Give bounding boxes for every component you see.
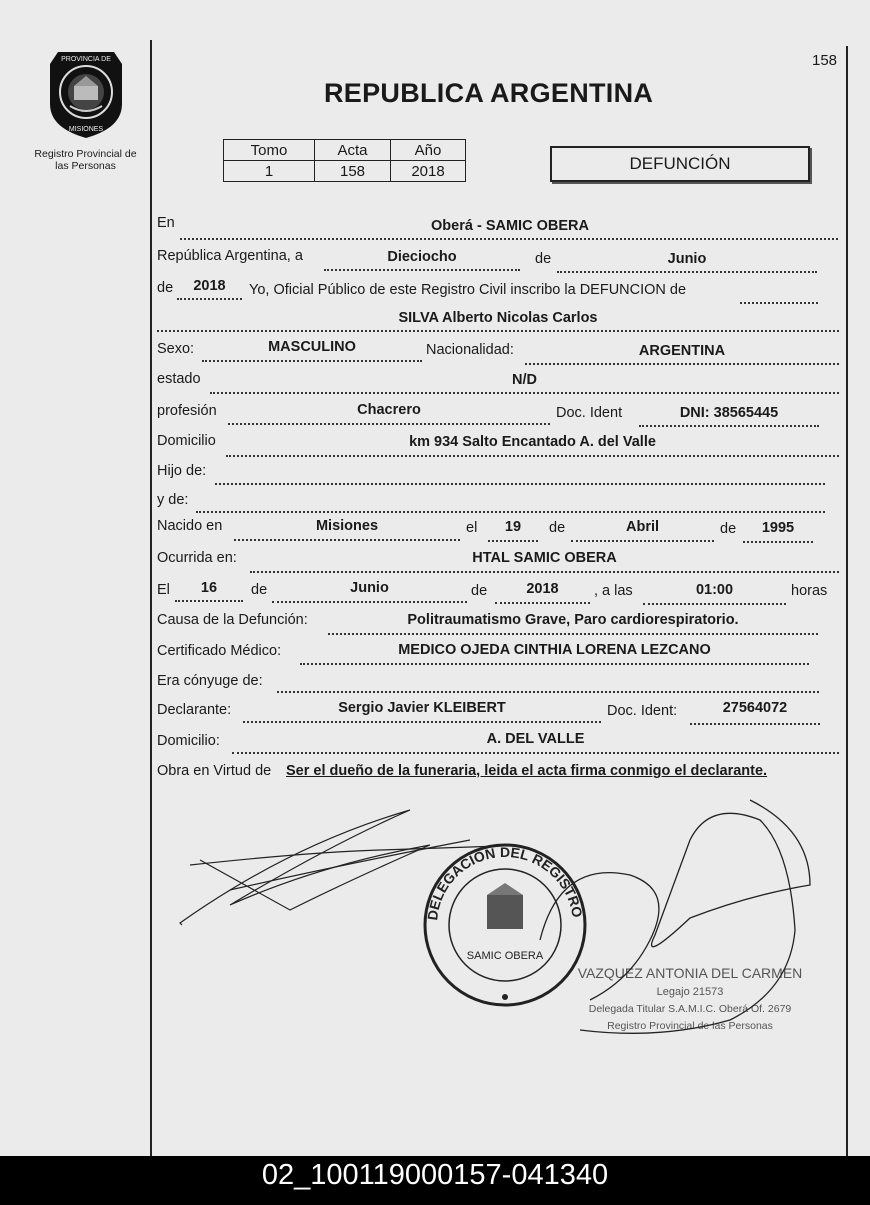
dotted-line [324, 269, 520, 271]
scan-code: 02_100119000157-041340 [0, 1156, 870, 1205]
label-de: de [549, 520, 566, 536]
dotted-line [180, 238, 838, 240]
dotted-line [157, 330, 839, 332]
svg-text:SAMIC OBERA: SAMIC OBERA [466, 950, 544, 962]
svg-text:DELEGACION DEL REGISTRO PROVIN: DELEGACION DEL REGISTRO [424, 843, 586, 922]
death-day-value: 16 [200, 580, 218, 596]
register-header-anio: Año [391, 140, 466, 161]
medical-certificate-value: MEDICO OJEDA CINTHIA LORENA LEZCANO [398, 642, 711, 658]
dotted-line [525, 363, 839, 365]
declarant-address-value: A. DEL VALLE [486, 731, 585, 747]
dotted-line [234, 539, 460, 541]
dotted-line [210, 392, 839, 394]
dotted-line [328, 633, 818, 635]
dotted-line [202, 360, 422, 362]
declarant-value: Sergio Javier KLEIBERT [338, 700, 506, 716]
death-time-value: 01:00 [695, 582, 734, 598]
dotted-line [639, 425, 819, 427]
label-ocurrida-en: Ocurrida en: [157, 550, 237, 566]
label-el: el [466, 520, 478, 536]
dotted-line [215, 483, 825, 485]
birthplace-value: Misiones [315, 518, 379, 534]
svg-text:VAZQUEZ ANTONIA DEL CARMEN: VAZQUEZ ANTONIA DEL CARMEN [577, 965, 803, 981]
dotted-line [571, 540, 714, 542]
svg-text:MISIONES: MISIONES [68, 126, 104, 133]
dotted-line [196, 511, 825, 513]
dotted-line [228, 423, 550, 425]
label-de: de [251, 582, 268, 598]
address-value: km 934 Salto Encantado A. del Valle [409, 434, 656, 450]
dotted-line [226, 455, 839, 457]
svg-text:Legajo 21573: Legajo 21573 [656, 986, 724, 998]
label-de: de [535, 251, 552, 267]
label-causa: Causa de la Defunción: [157, 612, 308, 628]
label-y-de: y de: [157, 492, 189, 508]
dotted-line [250, 571, 839, 573]
dotted-line [177, 298, 242, 300]
label-declarante: Declarante: [157, 702, 232, 718]
dotted-line [175, 600, 243, 602]
label-profesion: profesión [157, 403, 217, 419]
register-header-acta: Acta [315, 140, 391, 161]
birth-month-value: Abril [625, 519, 660, 535]
death-month-value: Junio [350, 580, 389, 596]
signature-stamp-area [170, 790, 820, 1050]
label-de: de [720, 521, 737, 537]
svg-text:Delegada Titular S.A.M.I.C. Ob: Delegada Titular S.A.M.I.C. Oberá Of. 2679 [588, 1003, 792, 1015]
province-seal-icon [44, 46, 128, 140]
dotted-line [243, 721, 601, 723]
dotted-line [740, 302, 818, 304]
label-de: de [471, 583, 488, 599]
dotted-line [643, 603, 786, 605]
document-type-box: DEFUNCIÓN [550, 146, 810, 182]
dni-value: DNI: 38565445 [679, 405, 779, 421]
cause-of-death-value: Politraumatismo Grave, Paro cardiorespiratorio. [407, 612, 739, 628]
dotted-line [690, 723, 820, 725]
deceased-name-value: SILVA Alberto Nicolas Carlos [398, 310, 598, 326]
dotted-line [277, 691, 819, 693]
official-stamp [424, 844, 586, 1005]
page-number: 158 [812, 52, 838, 69]
register-acta: 158 [315, 161, 391, 182]
issuing-office: Registro Provincial de las Personas [34, 148, 137, 172]
profession-value: Chacrero [357, 402, 421, 418]
year-value: 2018 [193, 278, 226, 294]
label-obra: Obra en Virtud de [157, 763, 272, 779]
birth-day-value: 19 [504, 519, 522, 535]
dotted-line [488, 540, 538, 542]
label-hijo-de: Hijo de: [157, 463, 207, 479]
label-nacido-en: Nacido en [157, 518, 223, 534]
register-anio: 2018 [391, 161, 466, 182]
label-republica: República Argentina, a [157, 248, 303, 264]
label-a-las: , a las [594, 583, 633, 599]
label-estado: estado [157, 371, 201, 387]
basis-value: Ser el dueño de la funeraria, leida el acta firma conmigo el declarante. [286, 763, 768, 779]
label-sexo: Sexo: [157, 341, 195, 357]
register-table [223, 139, 466, 182]
label-certificado: Certificado Médico: [157, 643, 282, 659]
birth-year-value: 1995 [761, 520, 795, 536]
label-domicilio-2: Domicilio: [157, 733, 220, 749]
place-value: Oberá - SAMIC OBERA [431, 218, 589, 234]
register-tomo: 1 [224, 161, 315, 182]
svg-text:PROVINCIA DE: PROVINCIA DE [61, 56, 111, 63]
marital-status-value: N/D [512, 372, 537, 388]
label-doc-ident-2: Doc. Ident: [607, 703, 678, 719]
register-header-tomo: Tomo [224, 140, 315, 161]
label-nacionalidad: Nacionalidad: [426, 342, 514, 358]
svg-text:Registro Provincial de las Per: Registro Provincial de las Personas [607, 1020, 773, 1032]
label-el: El [157, 582, 170, 598]
page-title: REPUBLICA ARGENTINA [324, 78, 654, 108]
label-domicilio: Domicilio [157, 433, 216, 449]
margin-rule [150, 40, 152, 1156]
dotted-line [495, 602, 590, 604]
label-conyuge: Era cónyuge de: [157, 673, 263, 689]
dotted-line [300, 663, 809, 665]
declarant-doc-value: 27564072 [722, 700, 788, 716]
official-name-block [578, 965, 803, 1032]
label-de: de [157, 280, 174, 296]
label-doc-ident: Doc. Ident [556, 405, 623, 421]
day-words-value: Dieciocho [387, 249, 457, 265]
label-inscribo: Yo, Oficial Público de este Registro Civil inscribo la DEFUNCION de [249, 282, 687, 298]
death-year-value: 2018 [526, 581, 559, 597]
death-place-value: HTAL SAMIC OBERA [472, 550, 617, 566]
dotted-line [743, 541, 813, 543]
dotted-line [557, 271, 817, 273]
label-horas: horas [791, 583, 828, 599]
month-value: Junio [667, 251, 707, 267]
nationality-value: ARGENTINA [638, 343, 726, 359]
dotted-line [232, 752, 839, 754]
label-en: En [157, 215, 175, 231]
page-border [846, 46, 848, 1156]
dotted-line [272, 601, 467, 603]
sex-value: MASCULINO [268, 339, 356, 355]
